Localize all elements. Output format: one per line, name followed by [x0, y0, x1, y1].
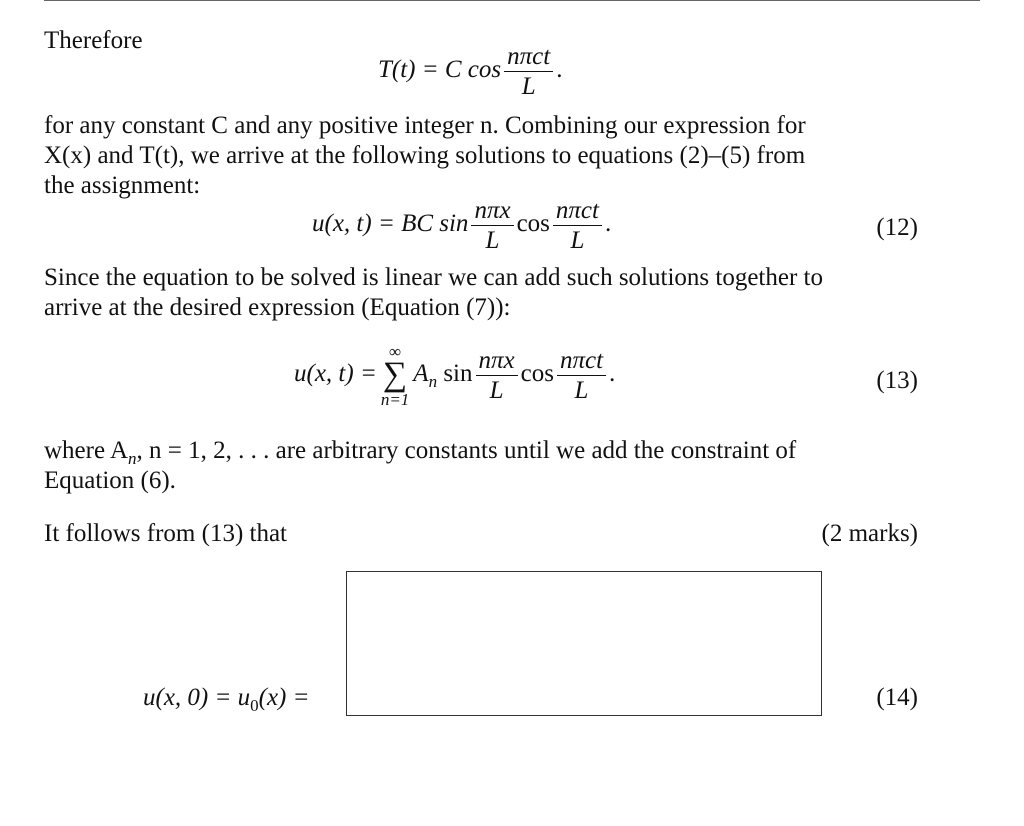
eq12-den1: L — [485, 227, 500, 254]
eq-T-denominator: L — [521, 73, 536, 100]
task-text: It follows from (13) that — [44, 520, 288, 547]
eq-T-period: . — [556, 56, 563, 84]
eq13-sigma: ∑ — [382, 356, 408, 393]
therefore-text: Therefore — [44, 27, 143, 54]
eq12-den2: L — [570, 227, 585, 254]
eq-T-fraction — [504, 44, 553, 99]
para2-line1: Since the equation to be solved is linear we can add such solutions together to — [44, 264, 823, 291]
eq13-num1: nπx — [476, 348, 518, 376]
answer-input-box[interactable] — [346, 571, 822, 716]
para1-line1: for any constant C and any positive integer n. Combining our expression for — [44, 112, 806, 139]
eq13-summation — [381, 343, 409, 408]
para3-line1-rest: , n = 1, 2, . . . are arbitrary constants until we add the constraint of — [136, 437, 797, 464]
eq14-label: (14) — [876, 684, 918, 711]
equation-T — [378, 44, 562, 99]
top-rule — [44, 0, 980, 1]
eq13-num2: nπct — [557, 348, 606, 376]
para3-line1-start: where A — [44, 437, 128, 464]
eq14-lhs-start: u(x, 0) = u — [143, 684, 251, 711]
eq13-lhs: u(x, t) = — [294, 360, 377, 388]
equation-13 — [294, 343, 615, 408]
eq14-lhs — [143, 685, 310, 714]
eq13-sum-bottom: n=1 — [380, 389, 410, 409]
para1-line2: X(x) and T(t), we arrive at the following solutions to equations (2)–(5) from — [44, 142, 806, 169]
eq12-label: (12) — [876, 214, 918, 241]
equation-12 — [312, 198, 611, 253]
eq13-sum-top: ∞ — [388, 342, 402, 361]
eq-T-lhs: T(t) = C cos — [378, 56, 502, 84]
eq13-coef-sub: n — [428, 372, 438, 392]
eq12-cos: cos — [516, 210, 550, 238]
eq12-fraction-x — [471, 198, 513, 253]
eq13-fraction-t — [557, 348, 606, 403]
eq12-fraction-t — [553, 198, 602, 253]
task-marks: (2 marks) — [821, 520, 918, 547]
eq12-num1: nπx — [471, 198, 513, 226]
para3-line1 — [44, 438, 796, 467]
para3-line2: Equation (6). — [44, 467, 176, 494]
eq13-sin: sin — [443, 360, 473, 388]
para1-line3: the assignment: — [44, 172, 201, 199]
eq12-period: . — [604, 210, 612, 238]
eq14-lhs-rest: (x) = — [258, 684, 310, 711]
para3-sub: n — [128, 449, 137, 468]
eq-T-numerator: nπct — [504, 44, 553, 72]
eq13-den1: L — [489, 376, 504, 404]
eq14-lhs-sub: 0 — [250, 696, 259, 715]
para2-line2: arrive at the desired expression (Equation (7)): — [44, 294, 511, 321]
eq13-cos: cos — [520, 360, 554, 388]
eq13-fraction-x — [476, 348, 518, 403]
eq13-label: (13) — [876, 367, 918, 394]
eq13-coef: A — [413, 360, 429, 388]
eq12-lhs: u(x, t) = BC sin — [312, 210, 469, 238]
eq12-num2: nπct — [553, 198, 602, 226]
eq13-den2: L — [574, 376, 589, 404]
eq13-period: . — [609, 360, 616, 388]
